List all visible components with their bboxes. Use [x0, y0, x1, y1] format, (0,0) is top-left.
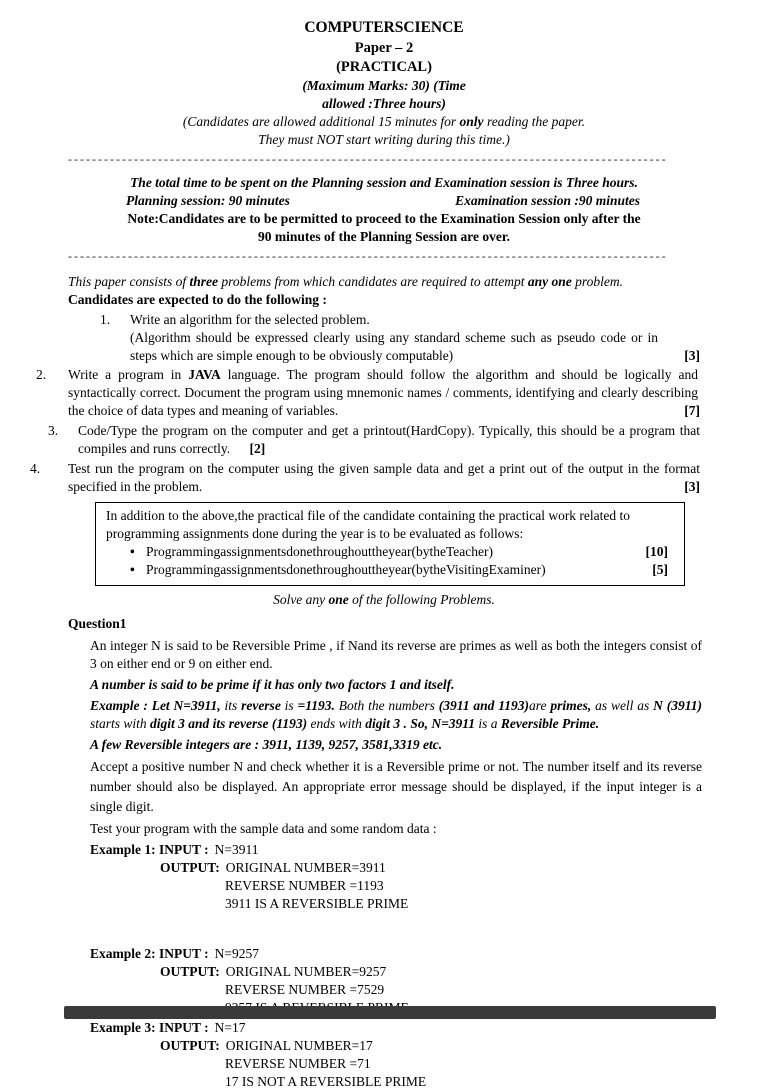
- bullet-icon: •: [130, 544, 135, 560]
- example-3-result-line: 17 IS NOT A REVERSIBLE PRIME: [225, 1073, 427, 1089]
- instruction-3-number: 3.: [48, 423, 59, 439]
- paper-number: Paper – 2: [354, 39, 414, 56]
- instruction-3-marks: [2]: [249, 441, 266, 457]
- reversible-integers-list: A few Reversible integers are : 3911, 1139, 9257, 3581,3319 etc.: [90, 736, 443, 752]
- planning-session-duration: Planning session: 90 minutes: [126, 192, 290, 208]
- evaluation-bullet-examiner: [106, 561, 668, 579]
- example-2-input-line: [90, 945, 700, 963]
- session-durations-row: [68, 192, 700, 210]
- instruction-1-number: 1.: [100, 311, 111, 327]
- prime-definition-line: A number is said to be prime if it has only two factors 1 and itself.: [90, 676, 455, 692]
- instruction-1-subtext-body: (Algorithm should be expressed clearly using any standard scheme such as pseudo code or in steps which are simple enough to be obviously computable): [130, 329, 658, 363]
- instruction-2-number: 2.: [36, 367, 47, 383]
- instruction-4-number: 4.: [30, 461, 41, 477]
- question-1-statement: An integer N is said to be Reversible Prime , if Nand its reverse are primes as well as both the integers consist of 3 on either end or 9 on either end.: [90, 637, 702, 671]
- evaluation-bullet-examiner-marks: [5]: [652, 562, 668, 577]
- session-note-line1: Note:Candidates are to be permitted to proceed to the Examination Session only after the: [127, 210, 641, 226]
- reversible-prime-example: Example : Let N=3911, its reverse is =1193. Both the numbers (3911 and 1193)are primes, as well as N (3911) starts with digit 3 and its reverse (1193) ends with digit 3 . So, N=3911 is a Reversible Prime.: [90, 697, 703, 731]
- example-1-input-value: N=3911: [214, 842, 259, 858]
- session-info-block: [68, 174, 700, 246]
- paper-title: COMPUTERSCIENCE: [304, 19, 464, 36]
- example-1-output-value: ORIGINAL NUMBER=3911: [225, 860, 386, 876]
- candidates-note-line2: They must NOT start writing during this time.): [258, 132, 510, 148]
- paper-type: (PRACTICAL): [336, 58, 432, 75]
- example-2-input-value: N=9257: [214, 946, 260, 962]
- max-marks-line: (Maximum Marks: 30) (Time: [302, 78, 466, 94]
- practical-file-evaluation-box: [95, 502, 685, 586]
- example-3-input-label: Example 3: INPUT :: [90, 1019, 209, 1035]
- candidates-note-line1: (Candidates are allowed additional 15 minutes for only reading the paper.: [182, 114, 586, 130]
- example-2-input-label: Example 2: INPUT :: [90, 946, 209, 962]
- session-note-line2: 90 minutes of the Planning Session are over.: [257, 228, 511, 244]
- instruction-item-4: [30, 460, 700, 496]
- example-1-reverse-line: REVERSE NUMBER =1193: [225, 878, 384, 894]
- solve-any-one-line: Solve any one of the following Problems.: [273, 591, 495, 607]
- example-2-output-value: ORIGINAL NUMBER=9257: [225, 964, 387, 980]
- example-1-output-label: OUTPUT:: [160, 860, 220, 876]
- paper-consists-line: This paper consists of three problems from which candidates are required to attempt any one problem.: [68, 273, 623, 289]
- evaluation-bullet-teacher-marks: [10]: [645, 544, 668, 560]
- instruction-item-2: [36, 366, 700, 420]
- example-1-block: [90, 841, 700, 913]
- examination-session-duration: Examination session :90 minutes: [455, 192, 640, 208]
- example-3-reverse-line: REVERSE NUMBER =71: [225, 1055, 371, 1071]
- evaluation-bullet-teacher-text: Programmingassignmentsdonethroughouttheyear(bytheTeacher): [146, 544, 493, 560]
- question-1-heading: Question1: [68, 615, 127, 631]
- evaluation-bullet-teacher: [106, 543, 668, 561]
- instruction-item-1: [100, 311, 700, 329]
- instruction-4-marks: [3]: [684, 479, 700, 495]
- total-time-line: The total time to be spent on the Planning session and Examination session is Three hours.: [130, 174, 638, 190]
- instruction-item-3: [48, 422, 700, 458]
- instruction-4-text: Test run the program on the computer using the given sample data and get a print out of the output in the format specified in the problem.: [68, 461, 700, 495]
- time-allowed-line: allowed :Three hours): [322, 96, 446, 112]
- instruction-1-text: Write an algorithm for the selected problem.: [130, 311, 370, 327]
- example-3-output-line: [160, 1037, 700, 1055]
- candidates-expected-line: Candidates are expected to do the following :: [68, 291, 327, 307]
- test-program-line: Test your program with the sample data and some random data :: [90, 821, 437, 837]
- page-bottom-edge: [64, 1006, 716, 1019]
- instruction-1-marks: [3]: [684, 347, 700, 363]
- example-3-input-line: [90, 1019, 700, 1037]
- accept-number-instructions: Accept a positive number N and check whether it is a Reversible prime or not. The number itself and its reverse number should also be displayed. An appropriate error message should be displayed, if the input integer is a single digit.: [90, 758, 702, 815]
- dashed-divider-top: ----------------------------------------------------------------------------------------------------: [68, 151, 668, 166]
- example-1-input-label: Example 1: INPUT :: [90, 842, 209, 858]
- example-3-block: [90, 1019, 700, 1091]
- instruction-3-text: Code/Type the program on the computer and get a printout(HardCopy). Typically, this should be a program that compiles and runs correctly.: [78, 423, 700, 457]
- evaluation-box-intro: In addition to the above,the practical file of the candidate containing the practical work related to programming assignments done during the year is to be evaluated as follows:: [106, 508, 631, 542]
- instruction-2-text: Write a program in JAVA language. The program should follow the algorithm and should be logically and syntactically correct. Document the program using mnemonic names / comments, identifying and clearly describing the choice of data types and meaning of variables.: [68, 367, 698, 419]
- example-1-result-line: 3911 IS A REVERSIBLE PRIME: [225, 896, 409, 912]
- example-3-input-value: N=17: [214, 1019, 246, 1035]
- example-2-output-label: OUTPUT:: [160, 964, 220, 980]
- dashed-divider-bottom: ----------------------------------------------------------------------------------------------------: [68, 248, 668, 263]
- instruction-2-marks: [7]: [684, 403, 700, 419]
- instruction-1-subtext: [130, 329, 700, 365]
- example-1-output-line: [160, 859, 700, 877]
- evaluation-bullet-examiner-text: Programmingassignmentsdonethroughouttheyear(bytheVisitingExaminer): [146, 562, 546, 577]
- example-2-output-line: [160, 963, 700, 981]
- bullet-icon: •: [130, 562, 135, 577]
- example-3-output-label: OUTPUT:: [160, 1037, 220, 1053]
- example-1-input-line: [90, 841, 700, 859]
- example-3-output-value: ORIGINAL NUMBER=17: [225, 1037, 373, 1053]
- example-2-reverse-line: REVERSE NUMBER =7529: [225, 982, 385, 997]
